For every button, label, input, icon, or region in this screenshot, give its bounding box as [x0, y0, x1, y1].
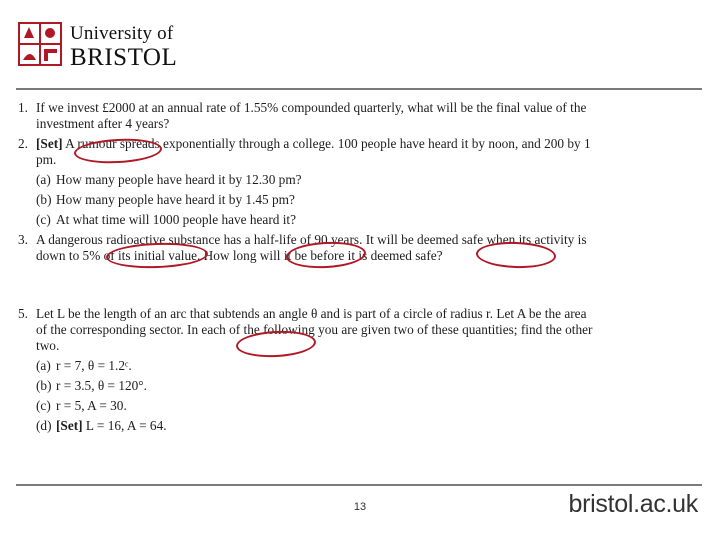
set-tag: [Set]	[36, 136, 63, 151]
sub-question	[18, 378, 698, 394]
question-text-line: two.	[36, 338, 60, 353]
question-2	[18, 136, 698, 168]
set-tag: [Set]	[56, 418, 83, 433]
sub-question-label: (d)	[36, 418, 52, 433]
question-number: 3.	[18, 232, 28, 247]
sub-question	[18, 172, 698, 188]
logo-bristol-text: BRISTOL	[70, 44, 178, 71]
question-number: 1.	[18, 100, 28, 115]
sub-question-text: L = 16, A = 64.	[82, 418, 167, 433]
question-text-line: A rumour spreads exponentially through a college. 100 people have heard it by noon, and 200 by 1	[62, 136, 591, 151]
sub-question	[18, 418, 698, 434]
question-3	[18, 232, 698, 264]
sub-question-text: How many people have heard it by 12.30 pm?	[56, 172, 302, 187]
question-5	[18, 306, 698, 354]
crest-icon	[18, 22, 62, 66]
sub-question	[18, 212, 698, 228]
sub-question-text: r = 7, θ = 1.2ᶜ.	[56, 358, 132, 373]
sub-question-label: (c)	[36, 398, 51, 413]
question-number: 5.	[18, 306, 28, 321]
sub-question-label: (a)	[36, 172, 51, 187]
sub-question	[18, 192, 698, 208]
question-text-line: Let L be the length of an arc that subtends an angle θ and is part of a circle of radius r. Let A be the area	[36, 306, 587, 321]
question-text-line: pm.	[36, 152, 57, 167]
question-text-line: investment after 4 years?	[36, 116, 170, 131]
question-text-line: down to 5% of its initial value. How long will it be before it is deemed safe?	[36, 248, 443, 263]
sub-question-label: (b)	[36, 192, 52, 207]
question-text-line: of the corresponding sector. In each of the following you are given two of these quantities; find the other	[36, 322, 593, 337]
sub-question-label: (b)	[36, 378, 52, 393]
sub-question-label: (a)	[36, 358, 51, 373]
question-1	[18, 100, 698, 132]
page-number: 13	[353, 501, 367, 513]
top-divider	[16, 88, 702, 90]
sub-question-text: How many people have heard it by 1.45 pm?	[56, 192, 295, 207]
sub-question-text: r = 5, A = 30.	[56, 398, 127, 413]
question-text-line: A dangerous radioactive substance has a half-life of 90 years. It will be deemed safe when its activity is	[36, 232, 587, 247]
university-logo	[18, 22, 178, 71]
logo-university-text: University of	[70, 23, 174, 44]
sub-question	[18, 398, 698, 414]
question-number: 2.	[18, 136, 28, 151]
sub-question-label: (c)	[36, 212, 51, 227]
bottom-divider	[16, 484, 702, 486]
site-url: bristol.ac.uk	[568, 490, 698, 518]
sub-question-text: r = 3.5, θ = 120°.	[56, 378, 147, 393]
problem-sheet	[18, 100, 698, 434]
sub-question	[18, 358, 698, 374]
question-text-line: If we invest £2000 at an annual rate of 1.55% compounded quarterly, what will be the final value of the	[36, 100, 587, 115]
sub-question-text: At what time will 1000 people have heard it?	[56, 212, 297, 227]
